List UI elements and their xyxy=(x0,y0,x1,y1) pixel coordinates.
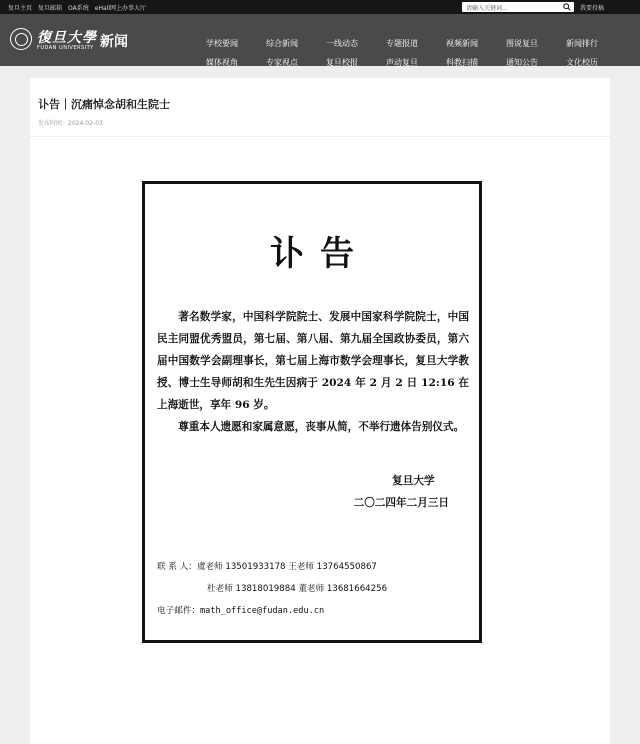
notice-signature xyxy=(354,470,449,514)
notice-paragraph-2: 尊重本人遗愿和家属意愿，丧事从简，不举行遗体告别仪式。 xyxy=(178,421,465,433)
fudan-seal-icon[interactable] xyxy=(10,28,32,50)
signature-org: 复旦大学 xyxy=(392,475,435,487)
divider xyxy=(30,136,610,137)
nav-video-news[interactable]: 视频新闻 xyxy=(446,39,478,48)
nav-notices[interactable]: 通知公告 xyxy=(506,58,538,67)
section-title[interactable]: 新闻 xyxy=(100,34,128,50)
notice-paragraph-1: 著名数学家，中国科学院院士、发展中国家科学院院士，中国民主同盟优秀盟员，第七届、第八届、第九届全国政协委员，第六届中国数学会副理事长，第七届上海市数学会理事长，复旦大学教授、博士生导师胡和生先生因病于 2024 年 2 月 2 日 12:16 在上海逝世，享年 96 岁。 xyxy=(157,311,469,411)
nav-school-news[interactable]: 学校要闻 xyxy=(206,39,238,48)
article-title: 讣告｜沉痛悼念胡和生院士 xyxy=(38,98,170,111)
search-placeholder: 请输入关键词... xyxy=(466,5,508,12)
contact-line-2: 杜老师 13818019884 董老师 13681664256 xyxy=(207,584,388,594)
email-label: 电子邮件： xyxy=(157,606,200,616)
nav-expert-view[interactable]: 专家视点 xyxy=(266,58,298,67)
obituary-notice xyxy=(142,181,482,643)
contact-label: 联 系 人： xyxy=(157,562,197,572)
nav-voice-fudan[interactable]: 声动复旦 xyxy=(386,58,418,67)
notice-title: 讣告 xyxy=(270,234,370,274)
email-address: math_office@fudan.edu.cn xyxy=(199,606,325,616)
nav-frontline[interactable]: 一线动态 xyxy=(326,39,358,48)
signature-date: 二〇二四年二月三日 xyxy=(353,497,449,509)
nav-science-scan[interactable]: 科教扫描 xyxy=(446,58,478,67)
nav-calendar[interactable]: 文化校历 xyxy=(566,58,598,67)
logo-chinese[interactable]: 復旦大學 xyxy=(37,30,97,46)
top-utility-bar xyxy=(0,0,640,14)
site-header xyxy=(0,14,640,66)
publish-date: 发布时间：2024-02-03 xyxy=(38,120,103,127)
link-fudan-home[interactable]: 复旦主页 xyxy=(8,5,33,12)
utility-links xyxy=(8,3,146,12)
main-nav xyxy=(192,38,612,68)
notice-contacts xyxy=(157,556,387,622)
search-input[interactable] xyxy=(462,2,574,12)
contact-line-1: 虞老师 13501933178 王老师 13764550867 xyxy=(196,562,377,572)
logo-english: FUDAN UNIVERSITY xyxy=(37,45,94,51)
notice-body xyxy=(157,306,469,438)
link-ehall[interactable]: eHall网上办事大厅 xyxy=(94,5,146,12)
nav-general-news[interactable]: 综合新闻 xyxy=(266,39,298,48)
nav-news-ranking[interactable]: 新闻排行 xyxy=(566,39,598,48)
article-panel xyxy=(30,78,610,744)
nav-photo-fudan[interactable]: 图说复旦 xyxy=(506,39,538,48)
submit-news-link[interactable]: 我要投稿 xyxy=(580,5,605,12)
nav-campus-paper[interactable]: 复旦校报 xyxy=(326,58,358,67)
nav-special-reports[interactable]: 专题报道 xyxy=(386,39,418,48)
nav-media-view[interactable]: 媒体视角 xyxy=(206,58,238,67)
link-oa-system[interactable]: OA系统 xyxy=(68,5,89,12)
search-icon[interactable] xyxy=(563,3,571,11)
link-fudan-mail[interactable]: 复旦邮箱 xyxy=(38,5,63,12)
